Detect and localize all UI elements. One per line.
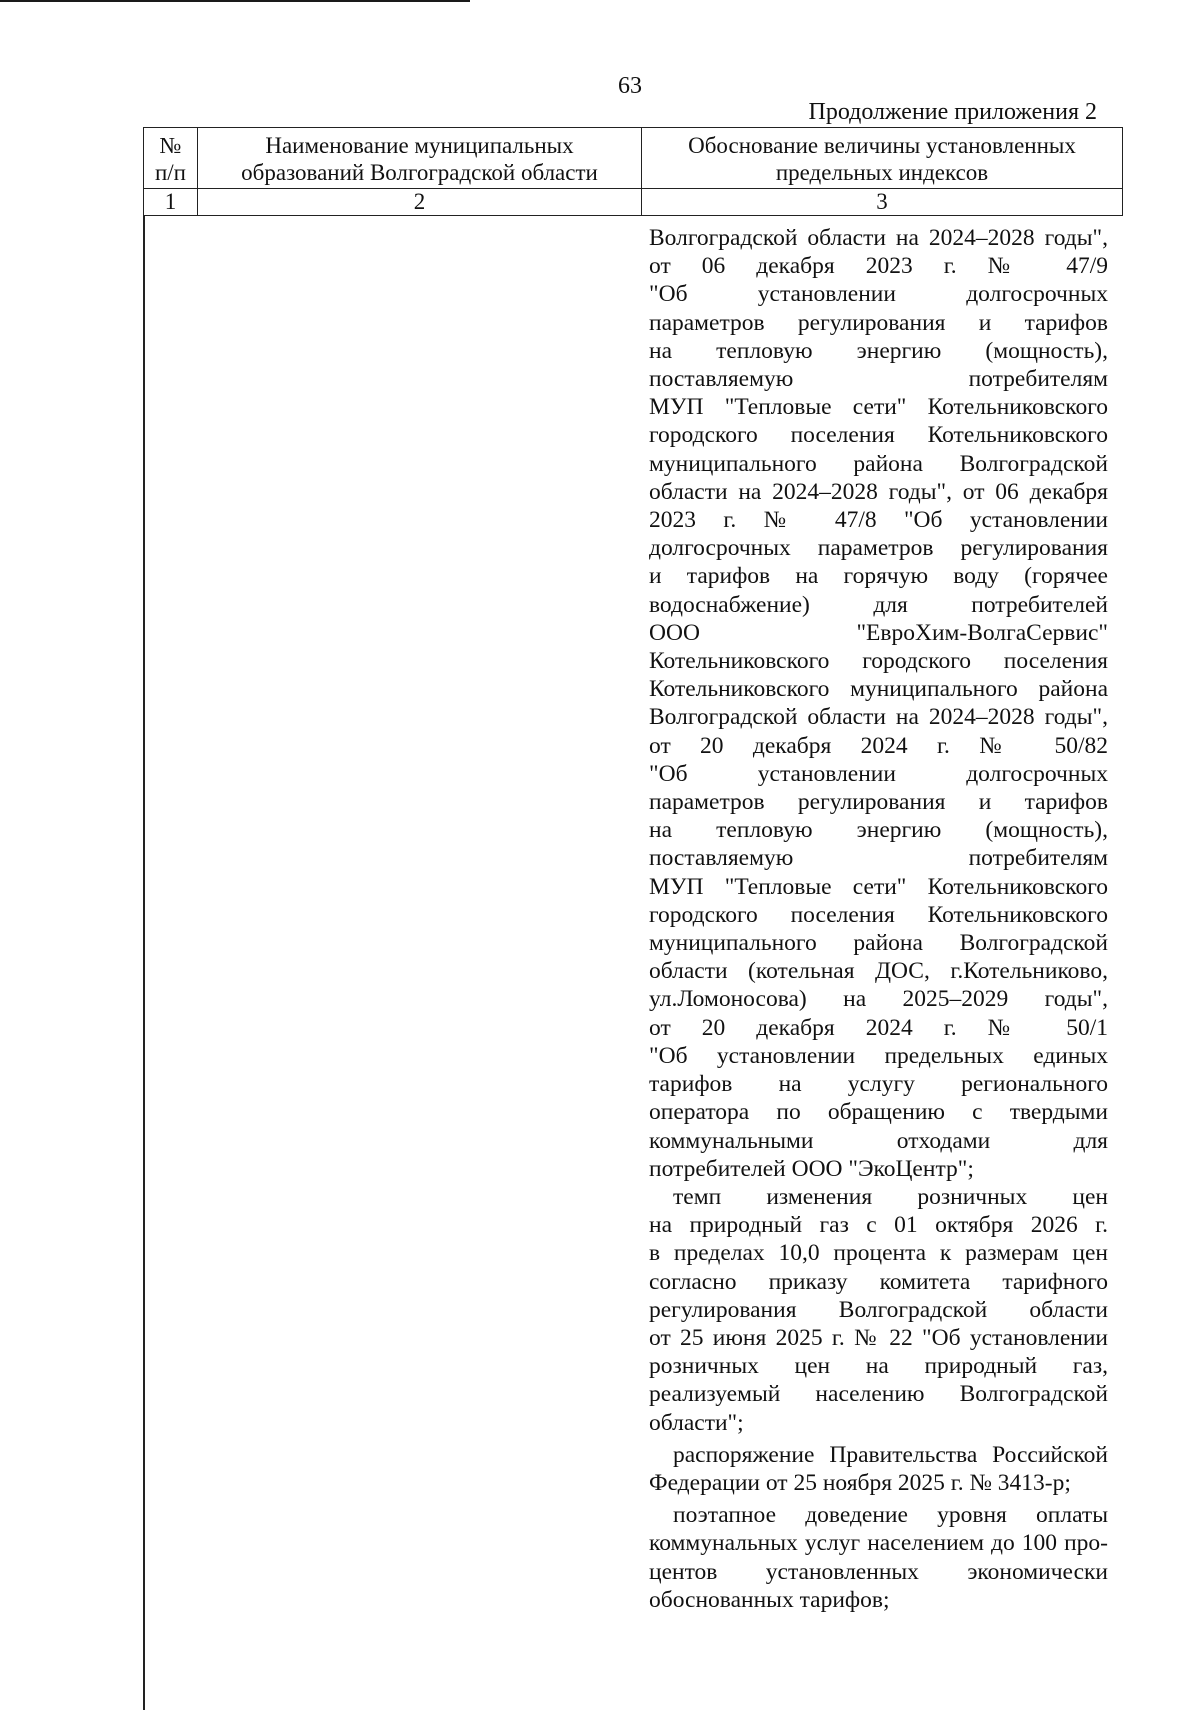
header-cell-municipality (198, 128, 642, 189)
text-line: Котельниковского муниципального района (649, 676, 1108, 703)
text-line: ул.Ломоносова) на 2025–2029 годы", (649, 986, 1108, 1013)
text-line: обоснованных тарифов; (649, 1586, 890, 1613)
text-line: на тепловую энергию (мощность), (649, 337, 1108, 364)
header-number-line-2: п/п (154, 160, 186, 185)
header-municipality-line-2: образований Волгоградской области (241, 160, 598, 185)
text-line: поставляемую потребителям (649, 845, 1108, 872)
text-line: Котельниковского городского поселения (649, 648, 1108, 675)
scan-edge-line (0, 0, 470, 2)
text-line: Волгоградской области на 2024–2028 годы", (649, 704, 1108, 731)
header-municipality-line-1: Наименование муниципальных (265, 133, 574, 158)
text-line: Волгоградской области на 2024–2028 годы", (649, 225, 1108, 251)
text-line: водоснабжение) для потребителей (649, 591, 1108, 618)
text-line: "Об установлении долгосрочных (649, 281, 1108, 308)
appendix-continuation-label: Продолжение приложения 2 (808, 99, 1097, 125)
text-line: реализуемый населению Волгоградской (649, 1381, 1108, 1408)
text-line: розничных цен на природный газ, (649, 1353, 1108, 1380)
text-line: поэтапное доведение уровня оплаты (673, 1502, 1108, 1529)
header-cell-justification (642, 128, 1123, 189)
text-line: области (котельная ДОС, г.Котельниково, (649, 958, 1108, 985)
text-line: от 20 декабря 2024 г. № 50/1 (649, 1014, 1108, 1041)
column-number-2: 2 (198, 189, 642, 216)
text-line: от 20 декабря 2024 г. № 50/82 (649, 732, 1108, 759)
header-number-line-1: № (159, 133, 182, 158)
text-line: от 25 июня 2025 г. № 22 "Об установлении (649, 1324, 1108, 1351)
text-line: на природный газ с 01 октября 2026 г. (649, 1212, 1108, 1239)
text-line: коммунальных услуг населением до 100 про- (649, 1530, 1108, 1557)
column-number-row (144, 189, 1123, 216)
text-line: потребителей ООО "ЭкоЦентр"; (649, 1155, 974, 1182)
text-line: от 06 декабря 2023 г. № 47/9 (649, 253, 1108, 280)
text-line: 2023 г. № 47/8 "Об установлении (649, 507, 1108, 534)
text-line: тарифов на услугу регионального (649, 1071, 1108, 1098)
text-line: параметров регулирования и тарифов (649, 309, 1108, 336)
text-line: области на 2024–2028 годы", от 06 декабря (649, 478, 1108, 505)
column-number-1: 1 (144, 189, 198, 216)
text-line: муниципального района Волгоградской (649, 450, 1108, 477)
text-line: распоряжение Правительства Российской (673, 1441, 1108, 1468)
header-justification-line-1: Обоснование величины установленных (688, 133, 1076, 158)
text-line: "Об установлении предельных единых (649, 1042, 1108, 1069)
text-line: оператора по обращению с твердыми (649, 1099, 1108, 1126)
table-left-border (143, 216, 145, 1710)
header-row (144, 128, 1123, 189)
text-line: коммунальными отходами для (649, 1127, 1108, 1154)
page-number: 63 (618, 73, 642, 99)
text-line: Федерации от 25 ноября 2025 г. № 3413-р; (649, 1469, 1071, 1496)
text-line: поставляемую потребителям (649, 366, 1108, 393)
justification-column-text (649, 224, 1108, 1614)
column-number-3: 3 (642, 189, 1123, 216)
text-line: городского поселения Котельниковского (649, 422, 1108, 449)
text-line: параметров регулирования и тарифов (649, 789, 1108, 816)
text-line: МУП "Тепловые сети" Котельниковского (649, 394, 1108, 421)
text-line: ООО "ЕвроХим-ВолгаСервис" (649, 619, 1108, 646)
text-line: центов установленных экономически (649, 1558, 1108, 1585)
text-line: и тарифов на горячую воду (горячее (649, 563, 1108, 590)
table-header (143, 127, 1123, 216)
text-line: на тепловую энергию (мощность), (649, 817, 1108, 844)
header-justification-line-2: предельных индексов (775, 160, 989, 185)
text-line: городского поселения Котельниковского (649, 901, 1108, 928)
text-line: регулирования Волгоградской области (649, 1296, 1108, 1323)
header-cell-number (144, 128, 198, 189)
text-line: МУП "Тепловые сети" Котельниковского (649, 873, 1108, 900)
text-line: долгосрочных параметров регулирования (649, 535, 1108, 562)
text-line: "Об установлении долгосрочных (649, 760, 1108, 787)
text-line: в пределах 10,0 процента к размерам цен (649, 1240, 1108, 1267)
text-line: темп изменения розничных цен (673, 1183, 1108, 1210)
text-line: области"; (649, 1409, 744, 1436)
text-line: согласно приказу комитета тарифного (649, 1268, 1108, 1295)
text-line: муниципального района Волгоградской (649, 930, 1108, 957)
